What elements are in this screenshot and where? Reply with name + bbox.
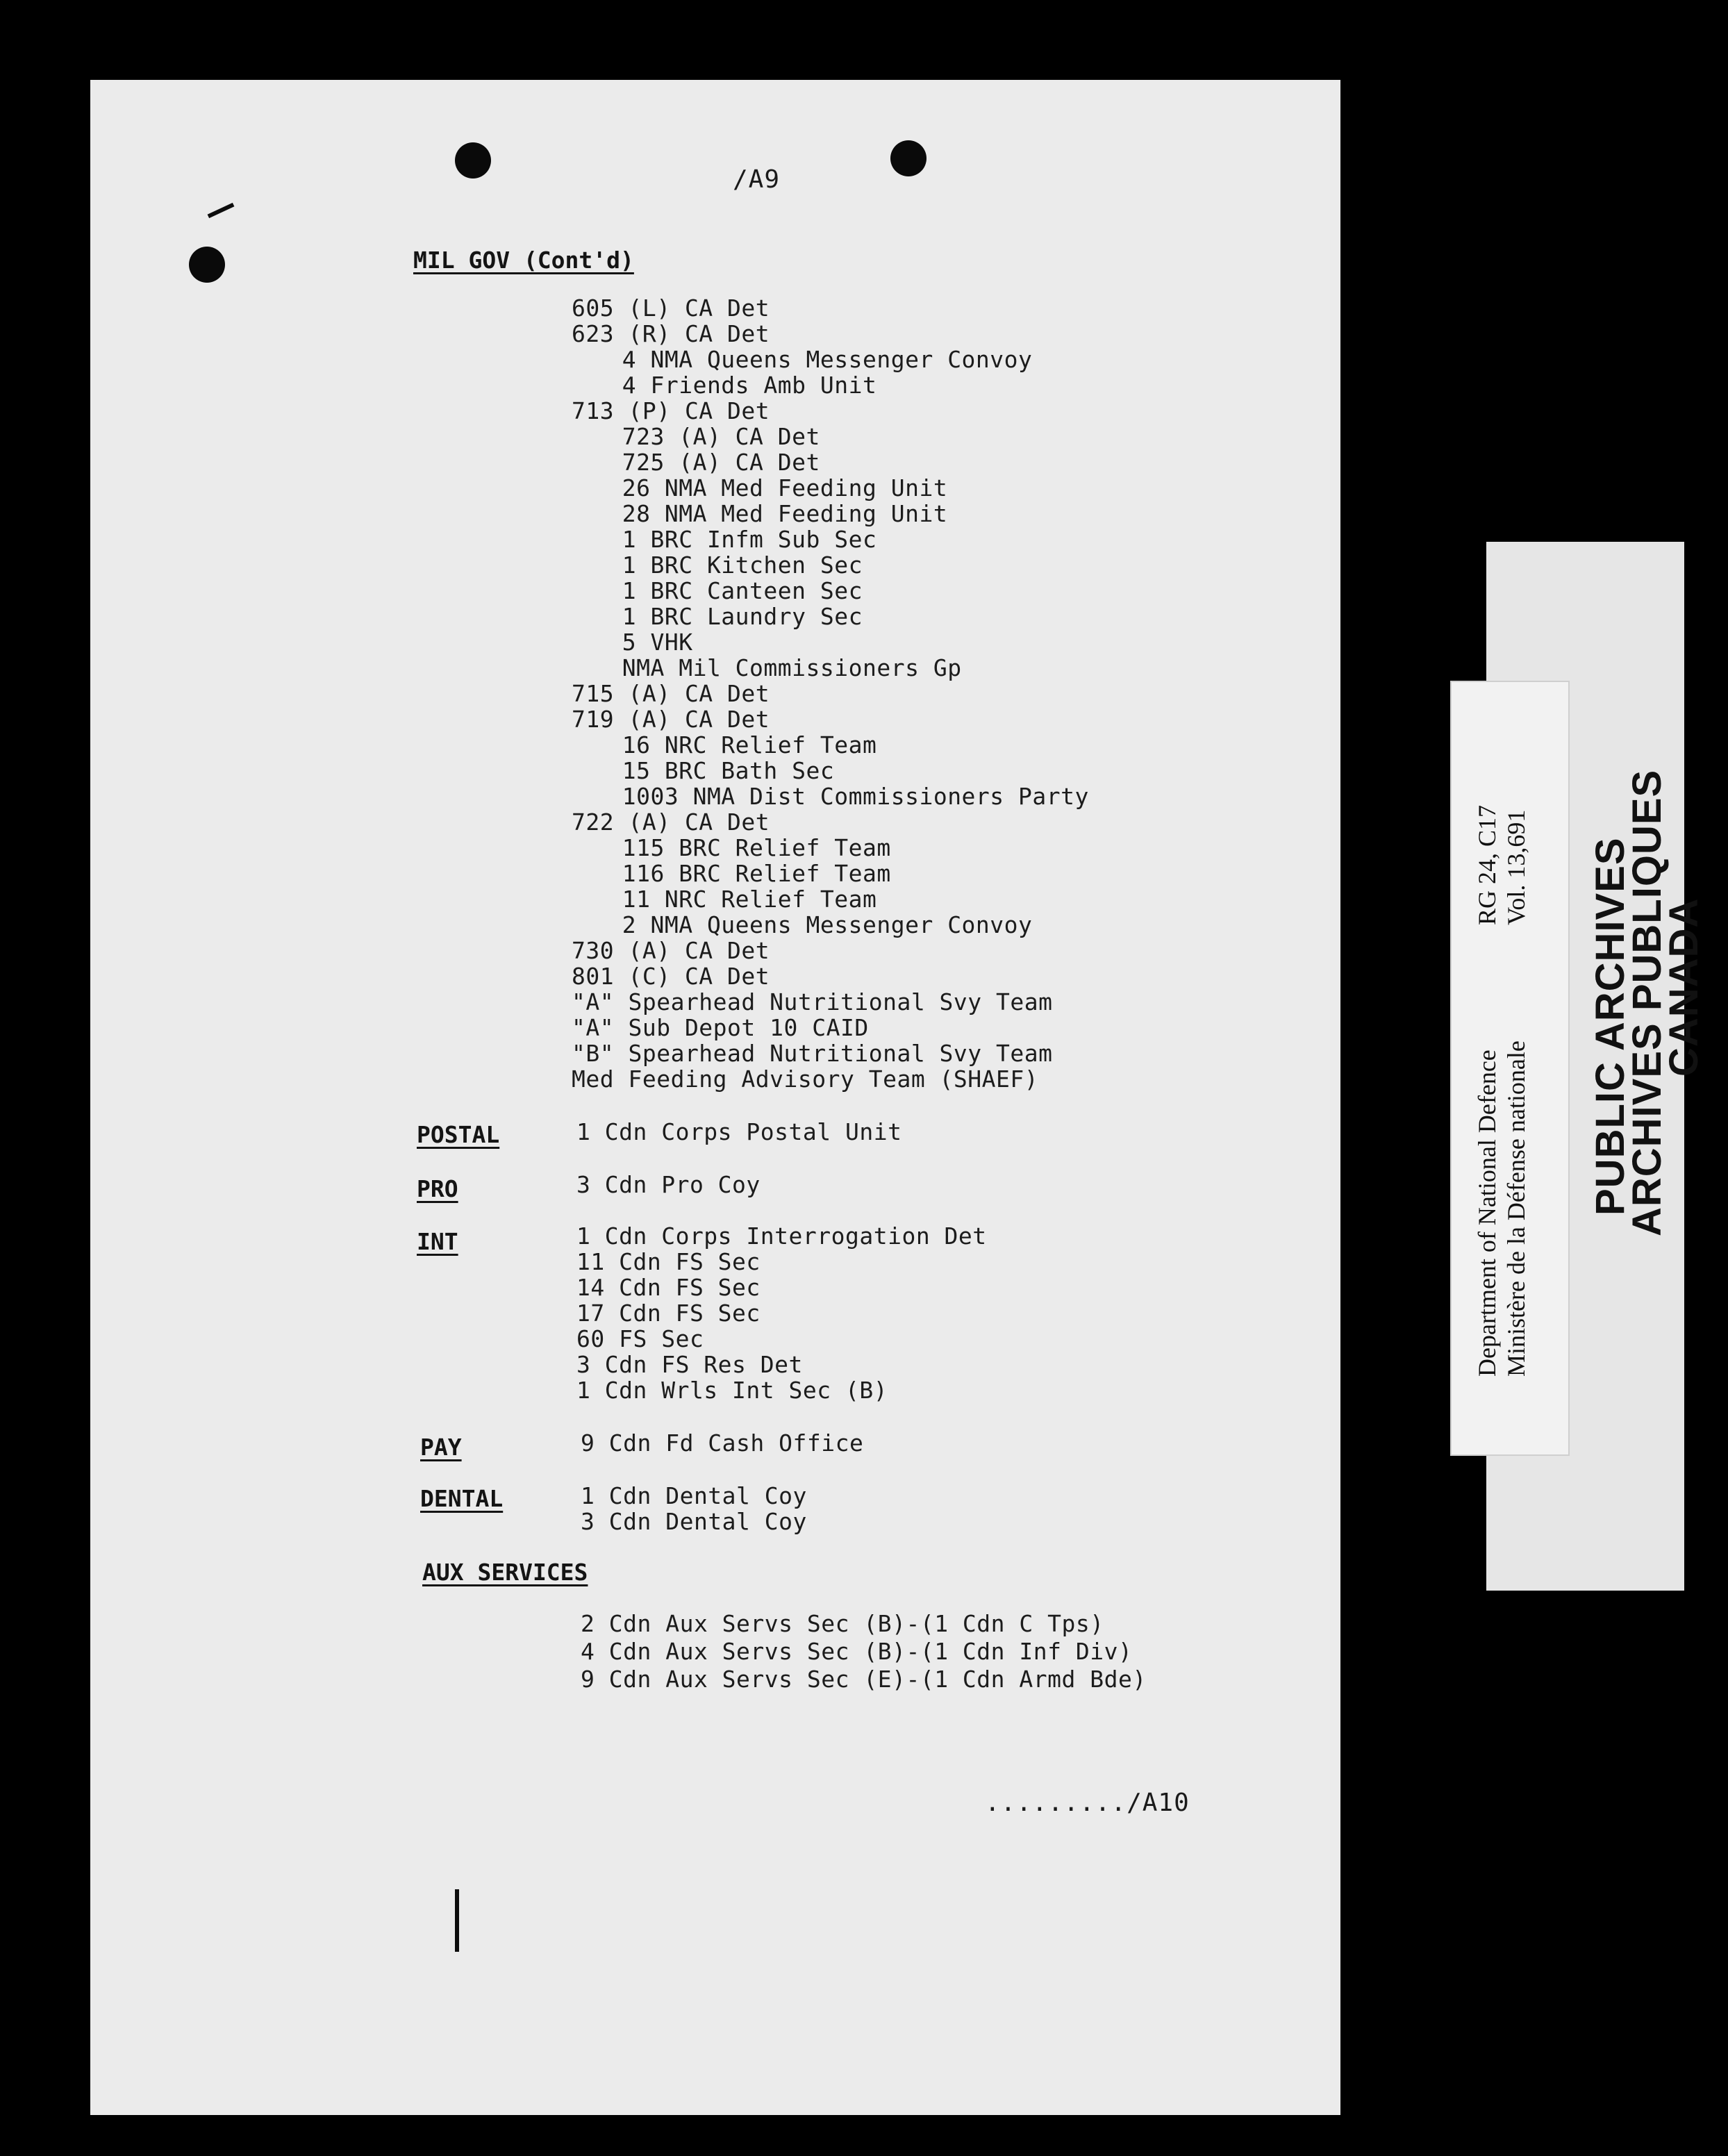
list-item: 713 (P) CA Det xyxy=(572,397,770,424)
list-item: 722 (A) CA Det xyxy=(572,808,770,836)
punch-hole xyxy=(189,247,225,283)
ink-mark xyxy=(455,1889,459,1952)
list-item: 1 Cdn Corps Postal Unit xyxy=(576,1118,902,1145)
department-en: Department of National Defence xyxy=(1473,1050,1501,1377)
list-item: 1 Cdn Dental Coy xyxy=(581,1482,807,1509)
continuation-reference: ........./A10 xyxy=(985,1789,1190,1817)
list-item: 1 Cdn Corps Interrogation Det xyxy=(576,1222,987,1250)
section-heading-dental: DENTAL xyxy=(420,1485,504,1512)
list-item: 9 Cdn Aux Servs Sec (E)-(1 Cdn Armd Bde) xyxy=(581,1666,1147,1693)
list-item: 5 VHK xyxy=(594,629,693,656)
list-item: 715 (A) CA Det xyxy=(572,680,770,707)
list-item: "A" Sub Depot 10 CAID xyxy=(572,1014,869,1041)
list-item: NMA Mil Commissioners Gp xyxy=(594,654,962,681)
section-heading-postal: POSTAL xyxy=(417,1121,500,1148)
stamp-public-archives: PUBLIC ARCHIVES xyxy=(1588,837,1633,1216)
volume-number: Vol. 13,691 xyxy=(1502,809,1530,925)
list-item: 4 NMA Queens Messenger Convoy xyxy=(594,346,1033,373)
section-heading-aux-services: AUX SERVICES xyxy=(422,1559,588,1586)
list-item: 1003 NMA Dist Commissioners Party xyxy=(594,783,1089,810)
archive-label-card xyxy=(1450,681,1570,1456)
list-item: 605 (L) CA Det xyxy=(572,295,770,322)
list-item: 9 Cdn Fd Cash Office xyxy=(581,1429,864,1457)
page-number: /A9 xyxy=(733,165,781,194)
list-item: 17 Cdn FS Sec xyxy=(576,1300,761,1327)
list-item: 115 BRC Relief Team xyxy=(594,834,891,861)
list-item: 26 NMA Med Feeding Unit xyxy=(594,474,948,501)
list-item: 4 Friends Amb Unit xyxy=(594,372,877,399)
list-item: 723 (A) CA Det xyxy=(594,423,820,450)
department-fr: Ministère de la Défense nationale xyxy=(1502,1040,1530,1377)
list-item: 801 (C) CA Det xyxy=(572,963,770,990)
list-item: 16 NRC Relief Team xyxy=(594,731,877,758)
punch-hole xyxy=(455,142,491,179)
list-item: 3 Cdn Dental Coy xyxy=(581,1508,807,1535)
list-item: 15 BRC Bath Sec xyxy=(594,757,835,784)
section-heading-pro: PRO xyxy=(417,1175,458,1202)
list-item: Med Feeding Advisory Team (SHAEF) xyxy=(572,1065,1039,1093)
record-group: RG 24, C17 xyxy=(1473,804,1501,925)
section-heading-int: INT xyxy=(417,1228,458,1255)
list-item: 623 (R) CA Det xyxy=(572,320,770,347)
list-item: 14 Cdn FS Sec xyxy=(576,1274,761,1301)
list-item: 3 Cdn Pro Coy xyxy=(576,1171,761,1198)
list-item: 1 BRC Laundry Sec xyxy=(594,603,863,630)
list-item: 1 BRC Kitchen Sec xyxy=(594,552,863,579)
list-item: 725 (A) CA Det xyxy=(594,449,820,476)
list-item: 2 NMA Queens Messenger Convoy xyxy=(594,911,1033,938)
list-item: 11 NRC Relief Team xyxy=(594,886,877,913)
list-item: 60 FS Sec xyxy=(576,1325,704,1352)
list-item: "A" Spearhead Nutritional Svy Team xyxy=(572,988,1053,1015)
list-item: 1 BRC Canteen Sec xyxy=(594,577,863,604)
list-item: 11 Cdn FS Sec xyxy=(576,1248,761,1275)
list-item: "B" Spearhead Nutritional Svy Team xyxy=(572,1040,1053,1067)
list-item: 1 Cdn Wrls Int Sec (B) xyxy=(576,1377,888,1404)
list-item: 2 Cdn Aux Servs Sec (B)-(1 Cdn C Tps) xyxy=(581,1610,1104,1637)
section-heading-mil-gov: MIL GOV (Cont'd) xyxy=(413,247,634,274)
punch-hole xyxy=(890,140,927,176)
list-item: 28 NMA Med Feeding Unit xyxy=(594,500,948,527)
list-item: 116 BRC Relief Team xyxy=(594,860,891,887)
list-item: 719 (A) CA Det xyxy=(572,706,770,733)
list-item: 3 Cdn FS Res Det xyxy=(576,1351,803,1378)
stamp-canada: CANADA xyxy=(1661,897,1706,1077)
section-heading-pay: PAY xyxy=(420,1434,462,1461)
list-item: 1 BRC Infm Sub Sec xyxy=(594,526,877,553)
list-item: 730 (A) CA Det xyxy=(572,937,770,964)
stamp-archives-publiques: ARCHIVES PUBLIQUES xyxy=(1625,769,1670,1236)
list-item: 4 Cdn Aux Servs Sec (B)-(1 Cdn Inf Div) xyxy=(581,1638,1133,1665)
